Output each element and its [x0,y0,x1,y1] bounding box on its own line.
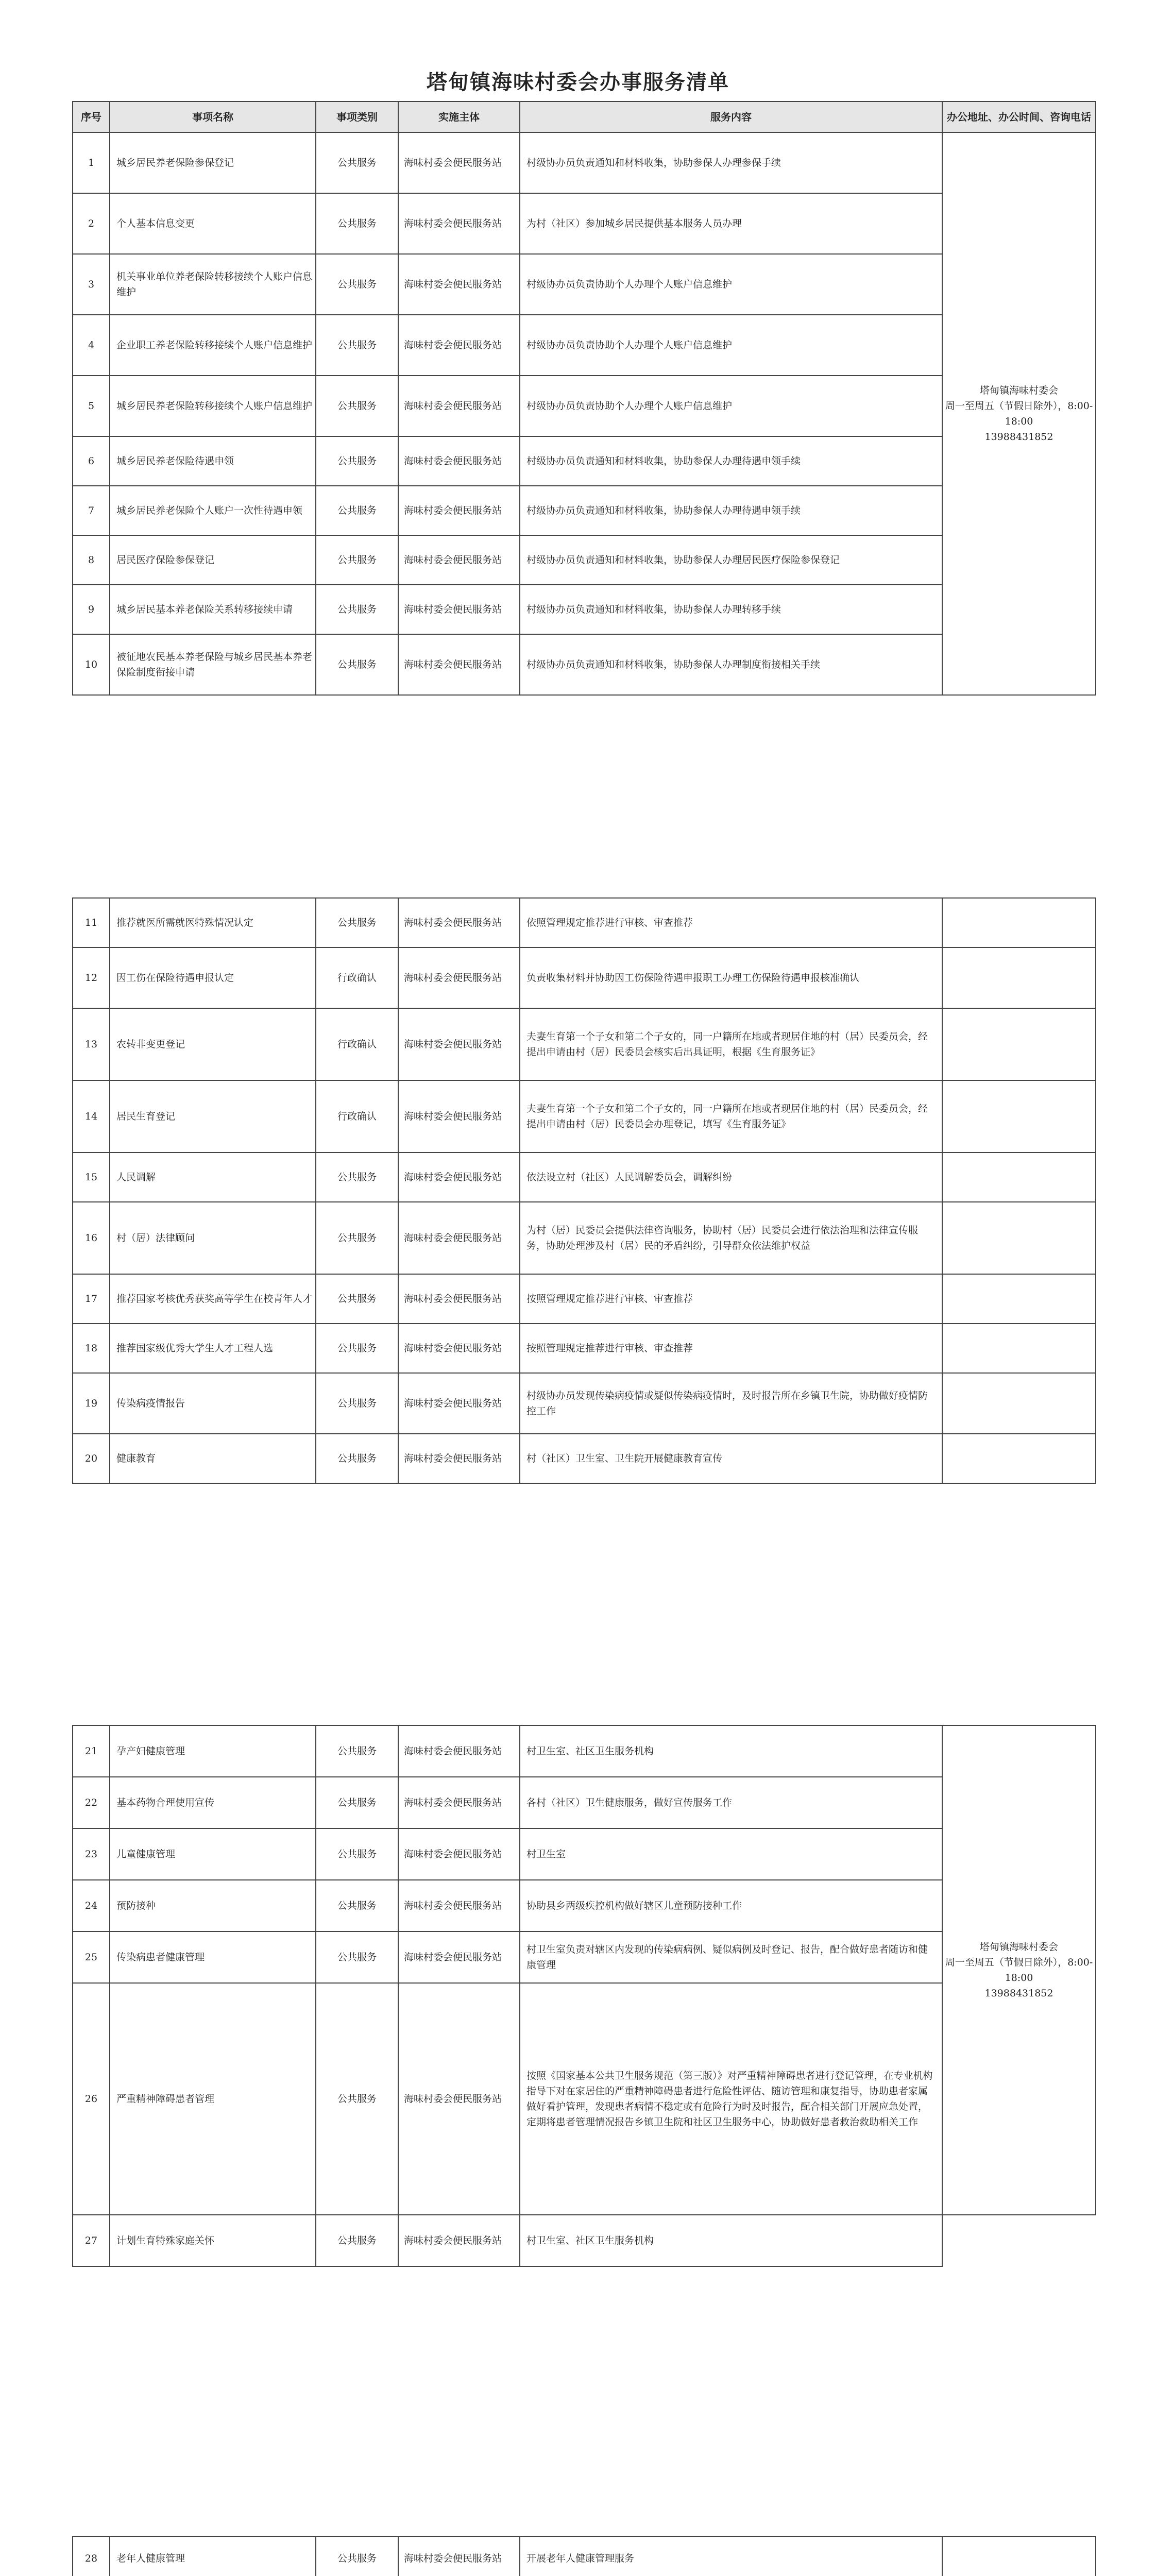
office-info-cell [942,1153,1096,1202]
office-info-cell [942,1434,1096,1483]
row-index: 2 [73,193,110,254]
item-name: 农转非变更登记 [110,1008,316,1080]
service-content: 按照《国家基本公共卫生服务规范（第三版）》对严重精神障碍患者进行登记管理，在专业机构指导下对在家居住的严重精神障碍患者进行危险性评估、随访管理和康复指导，协助患者家属做好看护管理，发现患者病情不稳定或有危险行为时及时报告，配合相关部门开展应急处置，定期将患者管理情况报告乡镇卫生院和社区卫生服务中心，协助做好患者救治救助相关工作 [520,1983,942,2215]
service-table-section-1 [72,101,1096,696]
item-category: 行政确认 [316,1080,398,1153]
service-content: 夫妻生育第一个子女和第二个子女的，同一户籍所在地或者现居住地的村（居）民委员会，经提出申请由村（居）民委员会办理登记，填写《生育服务证》 [520,1080,942,1153]
office-info-cell [942,1274,1096,1324]
item-name: 因工伤在保险待遇申报认定 [110,947,316,1008]
implementing-body: 海味村委会便民服务站 [398,1880,520,1931]
item-category: 公共服务 [316,315,398,376]
row-index: 27 [73,2215,110,2266]
item-name: 城乡居民养老保险待遇申领 [110,436,316,486]
table-row [73,2215,1096,2266]
item-name: 城乡居民养老保险转移接续个人账户信息维护 [110,376,316,436]
implementing-body: 海味村委会便民服务站 [398,1080,520,1153]
office-info-cell [942,1008,1096,1080]
office-info-cell [942,1080,1096,1153]
table-row [73,1725,1096,1777]
service-content: 村卫生室 [520,1828,942,1880]
implementing-body: 海味村委会便民服务站 [398,1324,520,1373]
implementing-body: 海味村委会便民服务站 [398,535,520,585]
item-category: 行政确认 [316,1008,398,1080]
row-index: 11 [73,898,110,947]
row-index: 12 [73,947,110,1008]
service-content: 负责收集材料并协助因工伤保险待遇申报职工办理工伤保险待遇申报核准确认 [520,947,942,1008]
item-category: 公共服务 [316,1274,398,1324]
service-content: 协助县乡两级疾控机构做好辖区儿童预防接种工作 [520,1880,942,1931]
header-item-name: 事项名称 [110,101,316,132]
row-index: 14 [73,1080,110,1153]
office-info-cell [942,1202,1096,1274]
service-content: 按照管理规定推荐进行审核、审查推荐 [520,1274,942,1324]
implementing-body: 海味村委会便民服务站 [398,1828,520,1880]
implementing-body: 海味村委会便民服务站 [398,585,520,634]
row-index: 25 [73,1931,110,1983]
item-category: 公共服务 [316,585,398,634]
row-index: 18 [73,1324,110,1373]
service-content: 村卫生室负责对辖区内发现的传染病病例、疑似病例及时登记、报告，配合做好患者随访和健康管理 [520,1931,942,1983]
office-info-cell [942,1324,1096,1373]
item-category: 公共服务 [316,2215,398,2266]
implementing-body: 海味村委会便民服务站 [398,1153,520,1202]
table-row [73,1434,1096,1483]
item-category: 公共服务 [316,1777,398,1828]
implementing-body: 海味村委会便民服务站 [398,1983,520,2215]
item-category: 公共服务 [316,634,398,695]
item-category: 公共服务 [316,1983,398,2215]
implementing-body: 海味村委会便民服务站 [398,947,520,1008]
row-index: 7 [73,486,110,535]
table-row [73,1274,1096,1324]
row-index: 5 [73,376,110,436]
row-index: 6 [73,436,110,486]
item-name: 预防接种 [110,1880,316,1931]
office-info-cell: 塔甸镇海味村委会 周一至周五（节假日除外），8:00-18:00 13988431852 [942,132,1096,695]
item-name: 健康教育 [110,1434,316,1483]
table-row [73,1373,1096,1434]
item-name: 基本药物合理使用宣传 [110,1777,316,1828]
item-category: 公共服务 [316,1434,398,1483]
service-content: 村级协办员负责通知和材料收集，协助参保人办理待遇申领手续 [520,486,942,535]
service-content: 村级协办员负责通知和材料收集，协助参保人办理参保手续 [520,132,942,193]
service-content: 村卫生室、社区卫生服务机构 [520,2215,942,2266]
row-index: 21 [73,1725,110,1777]
header-office-info: 办公地址、办公时间、咨询电话 [942,101,1096,132]
row-index: 10 [73,634,110,695]
service-content: 村级协办员负责协助个人办理个人账户信息维护 [520,254,942,315]
row-index: 9 [73,585,110,634]
item-name: 计划生育特殊家庭关怀 [110,2215,316,2266]
implementing-body: 海味村委会便民服务站 [398,436,520,486]
office-info-cell [942,2536,1096,2576]
implementing-body: 海味村委会便民服务站 [398,1434,520,1483]
item-name: 居民医疗保险参保登记 [110,535,316,585]
implementing-body: 海味村委会便民服务站 [398,1008,520,1080]
service-content: 开展老年人健康管理服务 [520,2536,942,2576]
service-content: 村级协办员发现传染病疫情或疑似传染病疫情时，及时报告所在乡镇卫生院，协助做好疫情防控工作 [520,1373,942,1434]
item-category: 公共服务 [316,1373,398,1434]
implementing-body: 海味村委会便民服务站 [398,486,520,535]
service-content: 各村（社区）卫生健康服务，做好宣传服务工作 [520,1777,942,1828]
implementing-body: 海味村委会便民服务站 [398,1274,520,1324]
service-content: 依照管理规定推荐进行审核、审查推荐 [520,898,942,947]
office-info-cell: 塔甸镇海味村委会 周一至周五（节假日除外），8:00-18:00 13988431852 [942,1725,1096,2215]
item-name: 个人基本信息变更 [110,193,316,254]
row-index: 20 [73,1434,110,1483]
implementing-body: 海味村委会便民服务站 [398,376,520,436]
service-content: 村级协办员负责通知和材料收集，协助参保人办理待遇申领手续 [520,436,942,486]
item-name: 推荐国家级优秀大学生人才工程人选 [110,1324,316,1373]
item-name: 传染病患者健康管理 [110,1931,316,1983]
item-name: 传染病疫情报告 [110,1373,316,1434]
item-name: 城乡居民养老保险个人账户一次性待遇申领 [110,486,316,535]
page-title: 塔甸镇海味村委会办事服务清单 [427,70,729,94]
service-content: 按照管理规定推荐进行审核、审查推荐 [520,1324,942,1373]
item-category: 公共服务 [316,898,398,947]
implementing-body: 海味村委会便民服务站 [398,315,520,376]
row-index: 19 [73,1373,110,1434]
item-category: 公共服务 [316,254,398,315]
item-name: 被征地农民基本养老保险与城乡居民基本养老保险制度衔接申请 [110,634,316,695]
row-index: 8 [73,535,110,585]
table-row [73,898,1096,947]
item-category: 公共服务 [316,535,398,585]
item-name: 推荐就医所需就医特殊情况认定 [110,898,316,947]
service-table-section-4 [72,2536,1096,2576]
table-row [73,1008,1096,1080]
implementing-body: 海味村委会便民服务站 [398,1931,520,1983]
header-service-content: 服务内容 [520,101,942,132]
item-category: 公共服务 [316,436,398,486]
implementing-body: 海味村委会便民服务站 [398,2536,520,2576]
item-category: 公共服务 [316,486,398,535]
item-name: 企业职工养老保险转移接续个人账户信息维护 [110,315,316,376]
office-info-cell [942,1373,1096,1434]
table-row [73,1202,1096,1274]
table-row [73,1153,1096,1202]
row-index: 1 [73,132,110,193]
table-row [73,132,1096,193]
item-name: 老年人健康管理 [110,2536,316,2576]
item-name: 城乡居民基本养老保险关系转移接续申请 [110,585,316,634]
item-name: 居民生育登记 [110,1080,316,1153]
service-content: 村级协办员负责通知和材料收集，协助参保人办理居民医疗保险参保登记 [520,535,942,585]
item-category: 公共服务 [316,1828,398,1880]
service-content: 村级协办员负责协助个人办理个人账户信息维护 [520,315,942,376]
table-row [73,1080,1096,1153]
implementing-body: 海味村委会便民服务站 [398,1202,520,1274]
item-category: 公共服务 [316,1324,398,1373]
table-header-row [73,101,1096,132]
implementing-body: 海味村委会便民服务站 [398,1725,520,1777]
item-category: 公共服务 [316,193,398,254]
row-index: 3 [73,254,110,315]
service-content: 为村（居）民委员会提供法律咨询服务，协助村（居）民委员会进行依法治理和法律宣传服务，协助处理涉及村（居）民的矛盾纠纷，引导群众依法维护权益 [520,1202,942,1274]
service-content: 依法设立村（社区）人民调解委员会，调解纠纷 [520,1153,942,1202]
item-category: 行政确认 [316,947,398,1008]
service-content: 村卫生室、社区卫生服务机构 [520,1725,942,1777]
row-index: 16 [73,1202,110,1274]
service-content: 村（社区）卫生室、卫生院开展健康教育宣传 [520,1434,942,1483]
service-content: 村级协办员负责协助个人办理个人账户信息维护 [520,376,942,436]
item-name: 城乡居民养老保险参保登记 [110,132,316,193]
implementing-body: 海味村委会便民服务站 [398,1777,520,1828]
office-info-cell [942,947,1096,1008]
item-category: 公共服务 [316,132,398,193]
item-name: 村（居）法律顾问 [110,1202,316,1274]
service-table-section-3 [72,1725,1096,2267]
item-category: 公共服务 [316,376,398,436]
table-row [73,2536,1096,2576]
service-content: 村级协办员负责通知和材料收集，协助参保人办理转移手续 [520,585,942,634]
implementing-body: 海味村委会便民服务站 [398,634,520,695]
row-index: 13 [73,1008,110,1080]
row-index: 22 [73,1777,110,1828]
item-category: 公共服务 [316,1725,398,1777]
item-category: 公共服务 [316,1153,398,1202]
row-index: 4 [73,315,110,376]
office-info-cell [942,898,1096,947]
item-name: 严重精神障碍患者管理 [110,1983,316,2215]
header-index: 序号 [73,101,110,132]
item-category: 公共服务 [316,2536,398,2576]
item-name: 孕产妇健康管理 [110,1725,316,1777]
item-category: 公共服务 [316,1202,398,1274]
row-index: 28 [73,2536,110,2576]
service-content: 村级协办员负责通知和材料收集，协助参保人办理制度衔接相关手续 [520,634,942,695]
service-table-section-2 [72,897,1096,1484]
implementing-body: 海味村委会便民服务站 [398,193,520,254]
implementing-body: 海味村委会便民服务站 [398,132,520,193]
row-index: 24 [73,1880,110,1931]
implementing-body: 海味村委会便民服务站 [398,898,520,947]
item-category: 公共服务 [316,1880,398,1931]
header-item-category: 事项类别 [316,101,398,132]
item-category: 公共服务 [316,1931,398,1983]
service-content: 为村（社区）参加城乡居民提供基本服务人员办理 [520,193,942,254]
implementing-body: 海味村委会便民服务站 [398,2215,520,2266]
item-name: 儿童健康管理 [110,1828,316,1880]
row-index: 23 [73,1828,110,1880]
row-index: 15 [73,1153,110,1202]
row-index: 26 [73,1983,110,2215]
row-index: 17 [73,1274,110,1324]
item-name: 人民调解 [110,1153,316,1202]
service-content: 夫妻生育第一个子女和第二个子女的，同一户籍所在地或者现居住地的村（居）民委员会，经提出申请由村（居）民委员会核实后出具证明，根据《生育服务证》 [520,1008,942,1080]
item-name: 推荐国家考核优秀获奖高等学生在校青年人才 [110,1274,316,1324]
implementing-body: 海味村委会便民服务站 [398,1373,520,1434]
implementing-body: 海味村委会便民服务站 [398,254,520,315]
table-row [73,947,1096,1008]
item-name: 机关事业单位养老保险转移接续个人账户信息维护 [110,254,316,315]
header-implementing-body: 实施主体 [398,101,520,132]
table-row [73,1324,1096,1373]
